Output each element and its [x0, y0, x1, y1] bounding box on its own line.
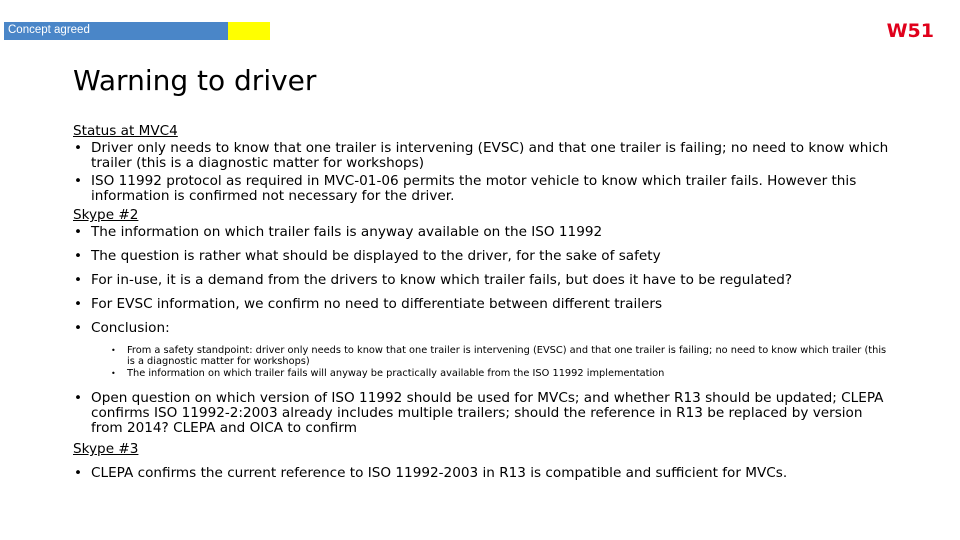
slide-id: W51 [886, 20, 934, 42]
bullet-item: • Conclusion: [73, 321, 893, 336]
bullet-item: • For in-use, it is a demand from the drivers to know which trailer fails, but does it have to be regulated? [73, 273, 893, 288]
sub-bullet-item: • The information on which trailer fails will anyway be practically available from the ISO 11992 implementation [73, 368, 893, 379]
bullet-item: • The information on which trailer fails is anyway available on the ISO 11992 [73, 225, 893, 240]
bullet-item: • For EVSC information, we confirm no need to differentiate between different trailers [73, 297, 893, 312]
sub-bullet-item: • From a safety standpoint: driver only needs to know that one trailer is intervening (EVSC) and that one trailer is failing; no need to know which trailer (this is a diagnostic matter for workshops) [73, 345, 893, 367]
bullet-item: • ISO 11992 protocol as required in MVC-01-06 permits the motor vehicle to know which trailer fails. However this information is confirmed not necessary for the driver. [73, 174, 893, 204]
heading-skype-2: Skype #2 [73, 207, 139, 223]
status-flag [228, 22, 270, 40]
heading-skype-3: Skype #3 [73, 441, 139, 457]
status-label: Concept agreed [8, 24, 90, 36]
slide-body [73, 124, 893, 484]
status-bar [4, 22, 228, 40]
bullet-item: • The question is rather what should be displayed to the driver, for the sake of safety [73, 249, 893, 264]
bullet-item: • CLEPA confirms the current reference to ISO 11992-2003 in R13 is compatible and sufficient for MVCs. [73, 466, 893, 481]
page-title: Warning to driver [73, 64, 317, 97]
heading-status-mvc4: Status at MVC4 [73, 123, 178, 139]
bullet-item: • Driver only needs to know that one trailer is intervening (EVSC) and that one trailer is failing; no need to know which trailer (this is a diagnostic matter for workshops) [73, 141, 893, 171]
bullet-item-open-question: • Open question on which version of ISO 11992 should be used for MVCs; and whether R13 should be updated; CLEPA confirms ISO 11992-2:2003 already includes multiple trailers; should the reference in R13 be replaced by version from 2014? CLEPA and OICA to confirm [73, 391, 893, 436]
